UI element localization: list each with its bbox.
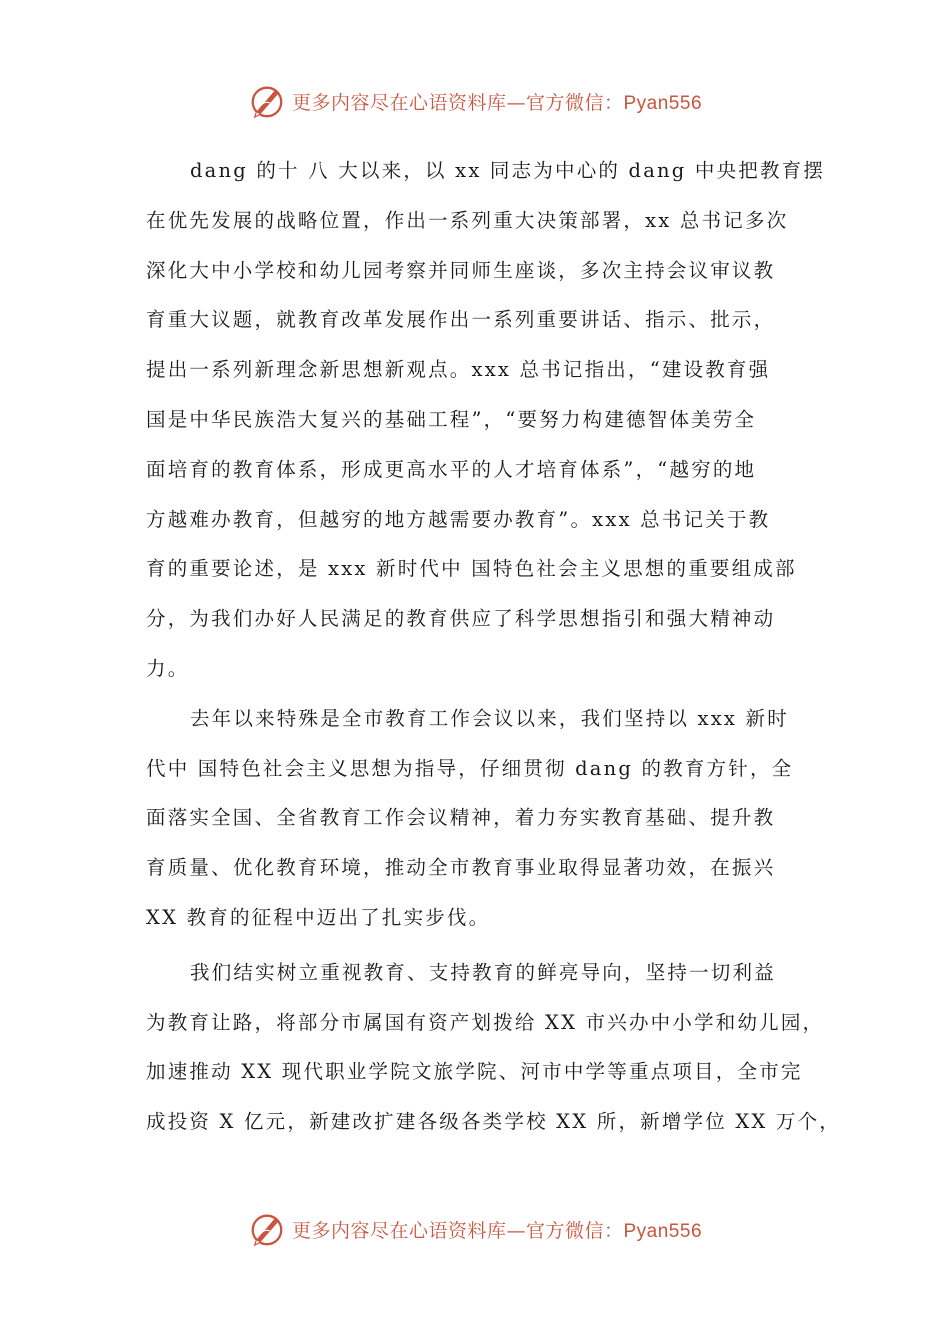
pen-circle-logo-icon	[248, 82, 286, 120]
text-line: 方越难办教育，但越穷的地方越需要办教育”。xxx 总书记关于教	[146, 507, 771, 531]
header-banner	[0, 82, 950, 120]
text-line: 力。	[146, 656, 190, 680]
header-banner-text	[292, 88, 702, 115]
footer-wechat-id: Pyan556	[623, 1220, 703, 1242]
text-line: 国是中华民族浩大复兴的基础工程”，“要努力构建德智体美劳全	[146, 407, 757, 431]
footer-banner-text	[292, 1216, 702, 1243]
text-line: 面培育的教育体系，形成更高水平的人才培育体系”，“越穷的地	[146, 457, 757, 481]
text-line: 去年以来特殊是全市教育工作会议以来，我们坚持以 xxx 新时	[190, 706, 789, 730]
header-wechat-id: Pyan556	[623, 92, 703, 114]
text-line: 我们结实树立重视教育、支持教育的鲜亮导向，坚持一切利益	[190, 960, 776, 984]
document-body	[146, 146, 842, 1147]
header-banner-label: 更多内容尽在心语资料库—官方微信：	[291, 91, 624, 114]
text-line: 为教育让路，将部分市属国有资产划拨给 XX 市兴办中小学和幼儿园，	[146, 1010, 825, 1034]
paragraph-3	[146, 948, 842, 1147]
text-line: 深化大中小学校和幼儿园考察并同师生座谈，多次主持会议审议教	[146, 258, 776, 282]
pen-circle-logo-icon	[248, 1210, 286, 1248]
text-line: 成投资 X 亿元，新建改扩建各级各类学校 XX 所，新增学位 XX 万个，	[146, 1110, 842, 1134]
text-line: 面落实全国、全省教育工作会议精神，着力夯实教育基础、提升教	[146, 806, 776, 830]
text-line: XX 教育的征程中迈出了扎实步伐。	[146, 905, 491, 929]
paragraph-1	[146, 146, 826, 694]
text-line: 育的重要论述，是 xxx 新时代中 国特色社会主义思想的重要组成部	[146, 557, 797, 581]
text-line: 育质量、优化教育环境，推动全市教育事业取得显著功效，在振兴	[146, 856, 776, 880]
text-line: 代中 国特色社会主义思想为指导，仔细贯彻 dang 的教育方针，全	[146, 756, 794, 780]
footer-banner	[0, 1210, 950, 1248]
text-line: 加速推动 XX 现代职业学院文旅学院、河市中学等重点项目，全市完	[146, 1060, 803, 1084]
footer-banner-label: 更多内容尽在心语资料库—官方微信：	[291, 1219, 624, 1242]
paragraph-2	[146, 694, 806, 943]
text-line: 在优先发展的战略位置，作出一系列重大决策部署，xx 总书记多次	[146, 208, 789, 232]
text-line: dang 的十 八 大以来，以 xx 同志为中心的 dang 中央把教育摆	[190, 159, 826, 182]
text-line: 分，为我们办好人民满足的教育供应了科学思想指引和强大精神动	[146, 607, 776, 631]
text-line: 提出一系列新理念新思想新观点。xxx 总书记指出，“建设教育强	[146, 358, 771, 382]
text-line: 育重大议题，就教育改革发展作出一系列重要讲话、指示、批示，	[146, 308, 776, 332]
